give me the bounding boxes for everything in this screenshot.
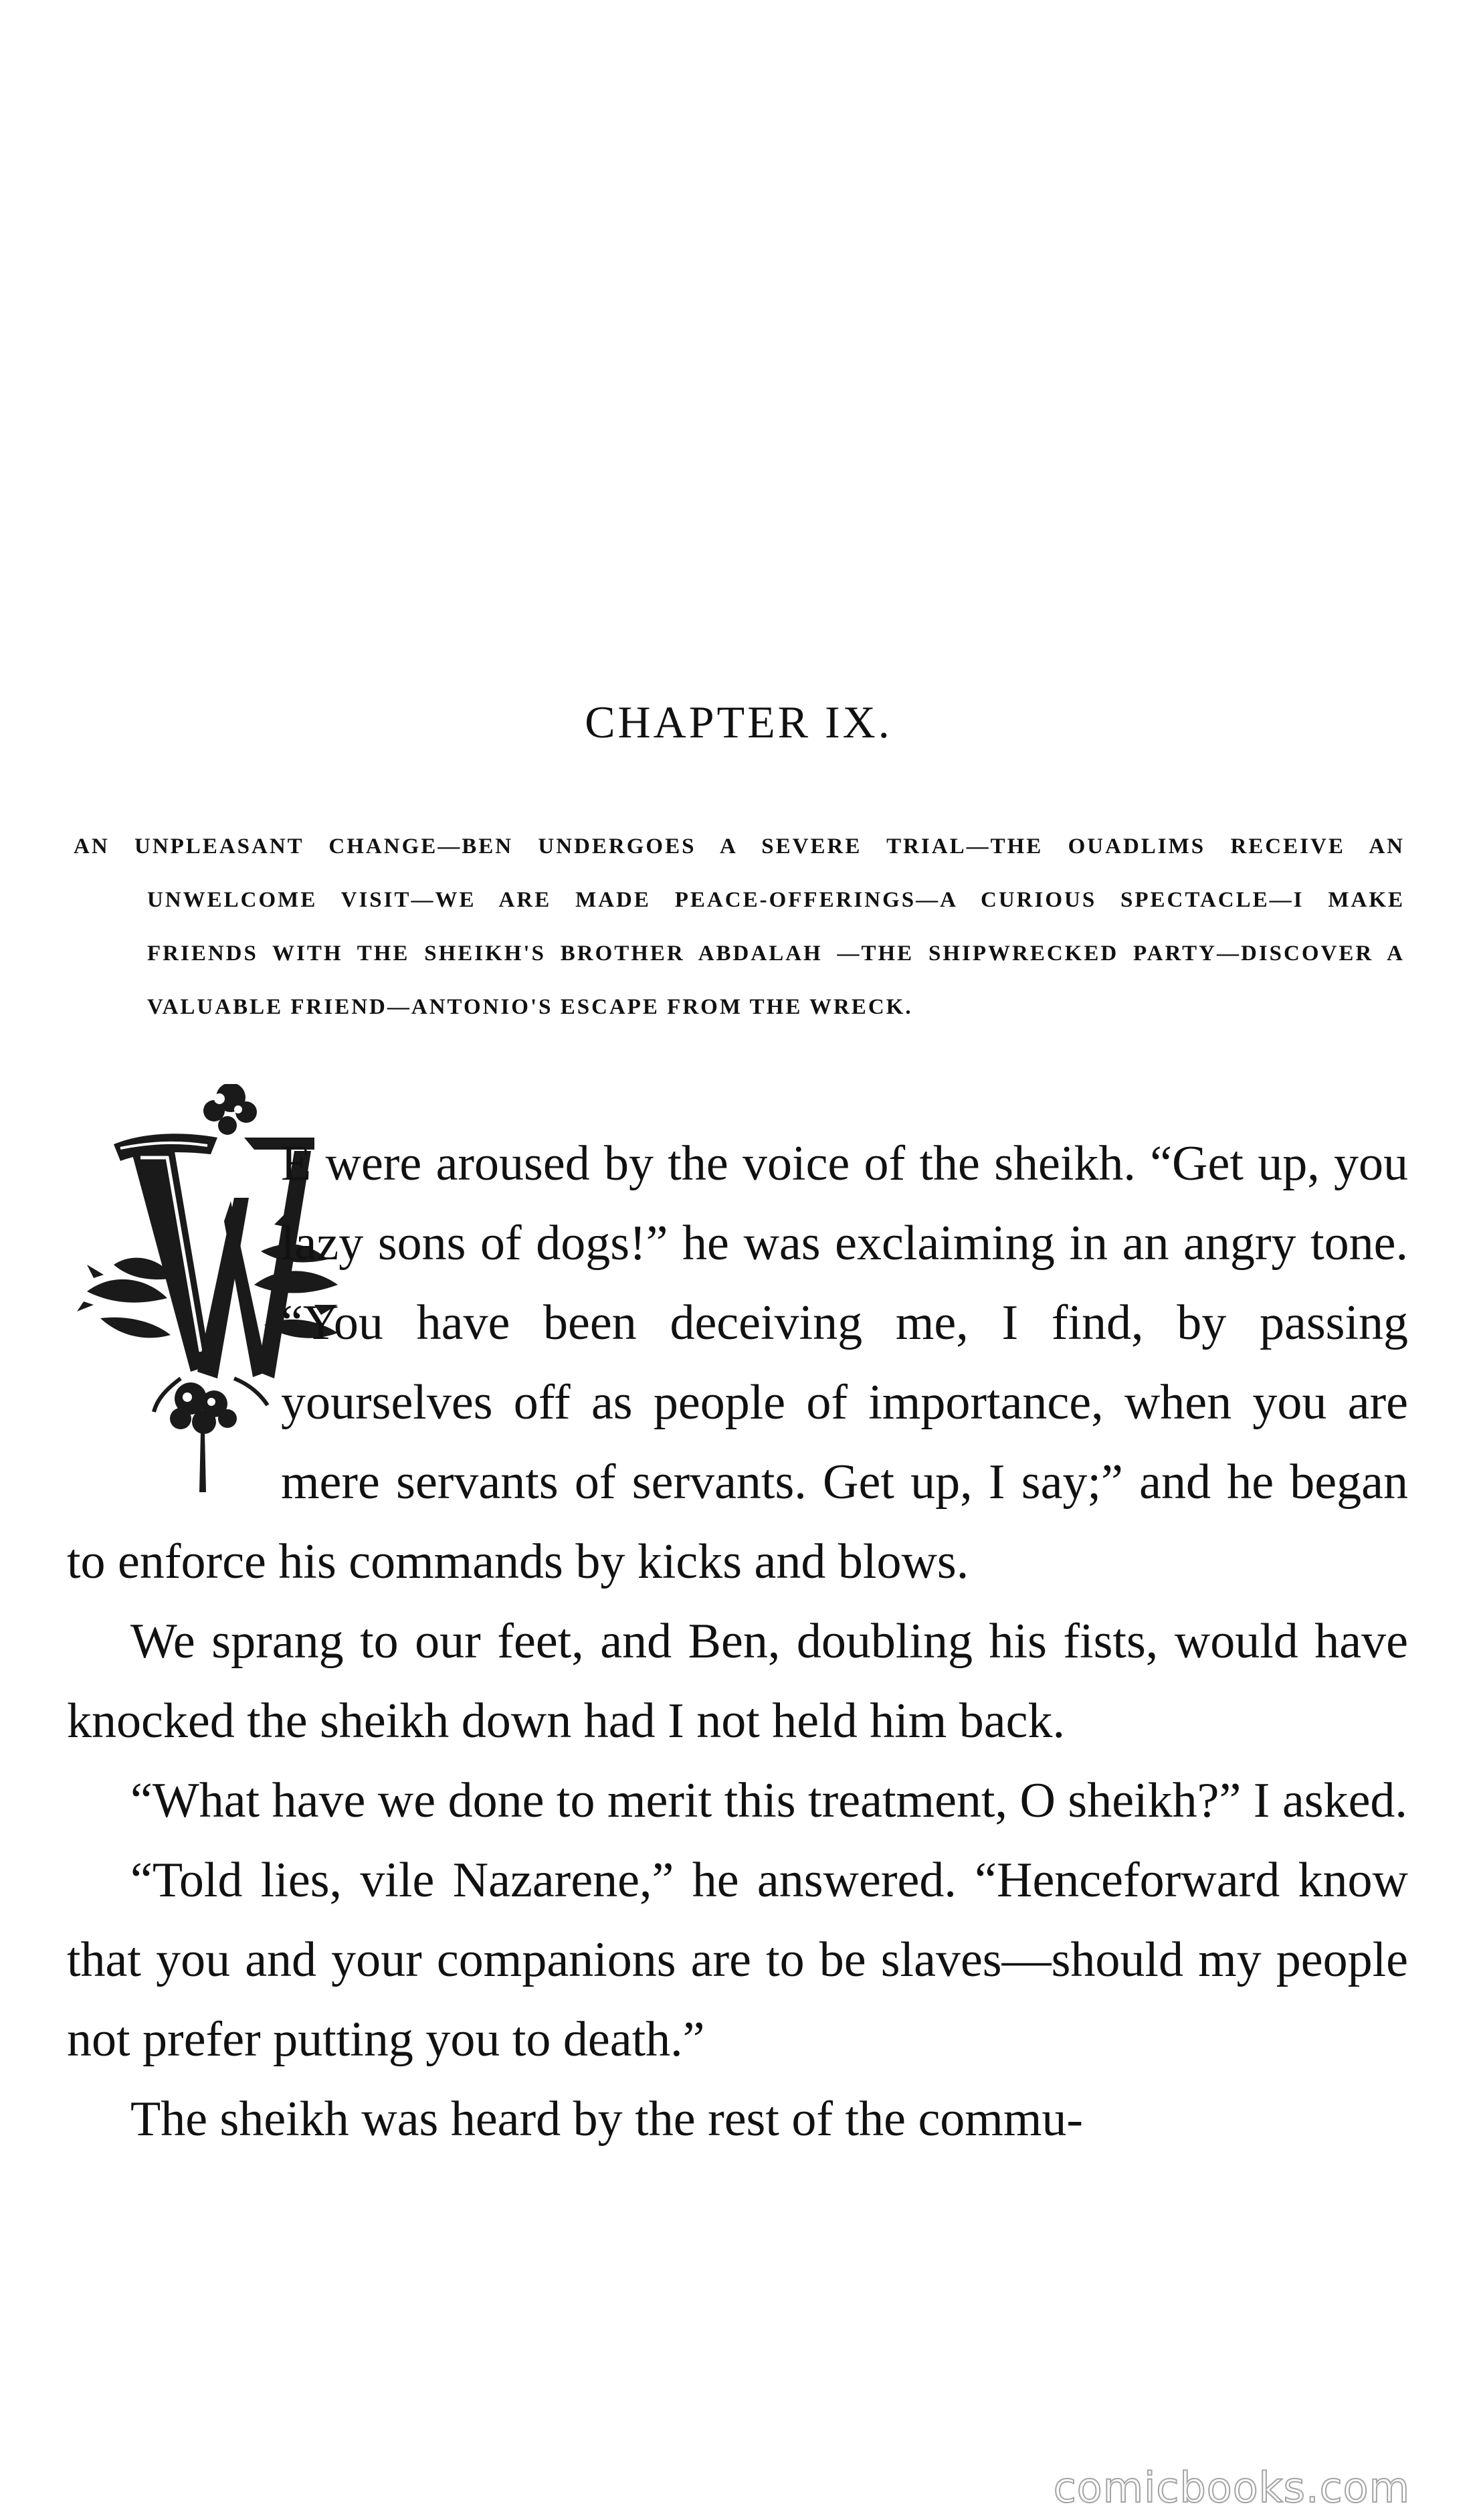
chapter-title: CHAPTER IX. bbox=[585, 697, 892, 747]
chapter-body bbox=[67, 1124, 1408, 2159]
dropcap-space bbox=[0, 1124, 281, 1512]
paragraph-3: “What have we done to merit this treatment, O sheikh?” I asked. bbox=[130, 1773, 1407, 1828]
chapter-synopsis: AN UNPLEASANT CHANGE—BEN UNDERGOES A SEVERE TRIAL—THE OUADLIMS RECEIVE AN UNWELCOME VISIT—WE ARE MADE PEACE-OFFERINGS—A CURIOUS SPECTACLE—I MAKE FRIENDS WITH THE SHEIKH'S BROTHER ABDALAH —THE SHIPWRECKED PARTY—DISCOVER A VALUABLE FRIEND—ANTONIO'S ESCAPE FROM THE WRECK. bbox=[74, 834, 1405, 1019]
paragraph-1: E were aroused by the voice of the sheikh. “Get up, you lazy sons of dogs!” he was exclaiming in an angry tone. “You have been deceiving me, I find, by passing yourselves off as people of importance, when you are mere servants of servants. Get up, I say;” and he began to enforce his commands by kicks and blows. bbox=[67, 1136, 1408, 1589]
paragraph-4: “Told lies, vile Nazarene,” he answered. “Henceforward know that you and your companions are to be slaves—should my people not prefer putting you to death.” bbox=[67, 1853, 1408, 2067]
paragraph-2: We sprang to our feet, and Ben, doubling his fists, would have knocked the sheikh down had I not held him back. bbox=[67, 1614, 1408, 1748]
paragraph-5: The sheikh was heard by the rest of the commu- bbox=[130, 2092, 1084, 2147]
site-watermark: comicbooks.com bbox=[1053, 2463, 1410, 2512]
